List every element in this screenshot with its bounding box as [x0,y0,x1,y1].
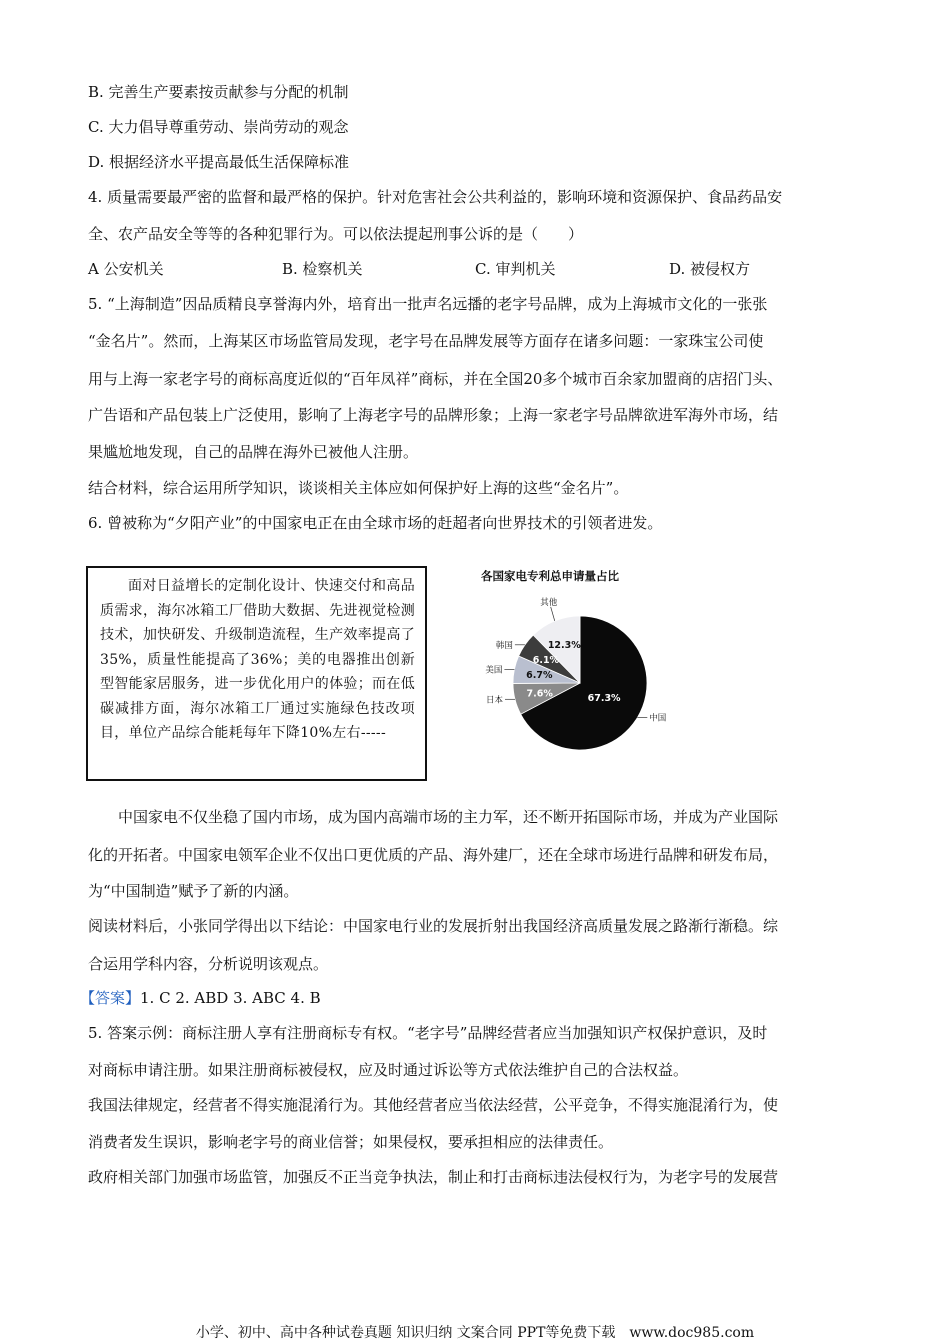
pie-category-label-1: 中国 [649,713,667,724]
pie-category-label-5: 其他 [540,597,558,608]
pie-category-label-2: 日本 [485,695,503,706]
page-footer [0,1324,950,1342]
answer-label: 【答案】 [80,989,141,1007]
answer-key-text: 1. C 2. ABD 3. ABC 4. B [140,989,321,1007]
footer-text: 小学、初中、高中各种试卷真题 知识归纳 文案合同 PPT等免费下载 [195,1325,616,1341]
q5-answer-line5: 政府相关部门加强市场监管，加强反不正当竞争执法，制止和打击商标违法侵权行为，为老字号的发展营 [88,1168,779,1186]
q5-answer-line3: 我国法律规定，经营者不得实施混淆行为。其他经营者应当依法经营，公平竞争，不得实施混淆行为，使 [88,1096,779,1114]
q5-answer-line2: 对商标申请注册。如果注册商标被侵权，应及时通过诉讼等方式依法维护自己的合法权益。 [88,1061,689,1079]
q3-option-b: B. 完善生产要素按贡献参与分配的机制 [88,83,349,101]
q5-answer-line4: 消费者发生误识，影响老字号的商业信誉；如果侵权，要承担相应的法律责任。 [88,1133,614,1151]
q6-paragraph-line3: 为“中国制造”赋予了新的内涵。 [88,882,299,900]
q4-stem-line2: 全、农产品安全等等的各种犯罪行为。可以依法提起刑事公诉的是（ ） [88,225,584,243]
footer-url[interactable]: www.doc985.com [629,1325,755,1341]
pie-category-label-4: 韩国 [495,640,513,651]
q4-option-b: B. 检察机关 [282,260,363,278]
patent-share-pie-chart [470,560,730,765]
pie-value-label-5: 12.3% [547,640,581,651]
q4-option-a: A 公安机关 [88,260,164,278]
q6-question-line1: 阅读材料后，小张同学得出以下结论：中国家电行业的发展折射出我国经济高质量发展之路渐行渐稳。综 [88,917,779,935]
q5-material-line4: 广告语和产品包装上广泛使用，影响了上海老字号的品牌形象；上海一家老字号品牌欲进军海外市场，结 [88,406,779,424]
pie-category-label-3: 美国 [485,665,503,676]
q6-intro: 6. 曾被称为“夕阳产业”的中国家电正在由全球市场的赶超者向世界技术的引领者进发。 [88,514,663,532]
q5-material-line2: “金名片”。然而，上海某区市场监管局发现，老字号在品牌发展等方面存在诸多问题：一家珠宝公司使 [88,332,764,350]
q5-question: 结合材料，综合运用所学知识，谈谈相关主体应如何保护好上海的这些“金名片”。 [88,479,629,497]
q6-material-box-text: 面对日益增长的定制化设计、快速交付和高品质需求，海尔冰箱工厂借助大数据、先进视觉检测技术，加快研发、升级制造流程，生产效率提高了35%，质量性能提高了36%；美的电器推出创新型智能家居服务，进一步优化用户的体验；而在低碳减排方面，海尔冰箱工厂通过实施绿色技改项目，单位产品综合能耗每年下降10%左右----- [100,578,415,741]
pie-value-label-3: 6.7% [526,670,553,682]
q3-option-d: D. 根据经济水平提高最低生活保障标准 [88,153,350,171]
pie-leader-line-5 [551,607,555,621]
q3-option-c: C. 大力倡导尊重劳动、崇尚劳动的观念 [88,118,349,136]
pie-value-label-1: 67.3% [587,693,621,705]
q4-option-c: C. 审判机关 [475,260,556,278]
q5-material-line1: 5. “上海制造”因品质精良享誉海内外，培育出一批声名远播的老字号品牌，成为上海城市文化的一张张 [88,295,768,313]
q4-option-d: D. 被侵权方 [669,260,751,278]
q6-question-line2: 合运用学科内容，分析说明该观点。 [88,955,329,973]
q5-answer-line1: 5. 答案示例：商标注册人享有注册商标专有权。“老字号”品牌经营者应当加强知识产权保护意识，及时 [88,1024,768,1042]
q6-paragraph-line1: 中国家电不仅坐稳了国内市场，成为国内高端市场的主力军，还不断开拓国际市场，并成为产业国际 [118,808,779,826]
answer-key-line [80,988,321,1008]
q6-paragraph-line2: 化的开拓者。中国家电领军企业不仅出口更优质的产品、海外建厂，还在全球市场进行品牌和研发布局， [88,846,779,864]
chart-title: 各国家电专利总申请量占比 [481,569,619,583]
pie-value-label-2: 7.6% [526,688,553,700]
q6-material-box [86,566,427,781]
pie-value-label-4: 6.1% [532,654,560,666]
q5-material-line3: 用与上海一家老字号的商标高度近似的“百年凤祥”商标，并在全国20多个城市百余家加盟商的店招门头、 [88,370,783,388]
q5-material-line5: 果尴尬地发现，自己的品牌在海外已被他人注册。 [88,443,419,461]
q4-stem-line1: 4. 质量需要最严密的监督和最严格的保护。针对危害社会公共利益的，影响环境和资源保护、食品药品安 [88,188,783,206]
